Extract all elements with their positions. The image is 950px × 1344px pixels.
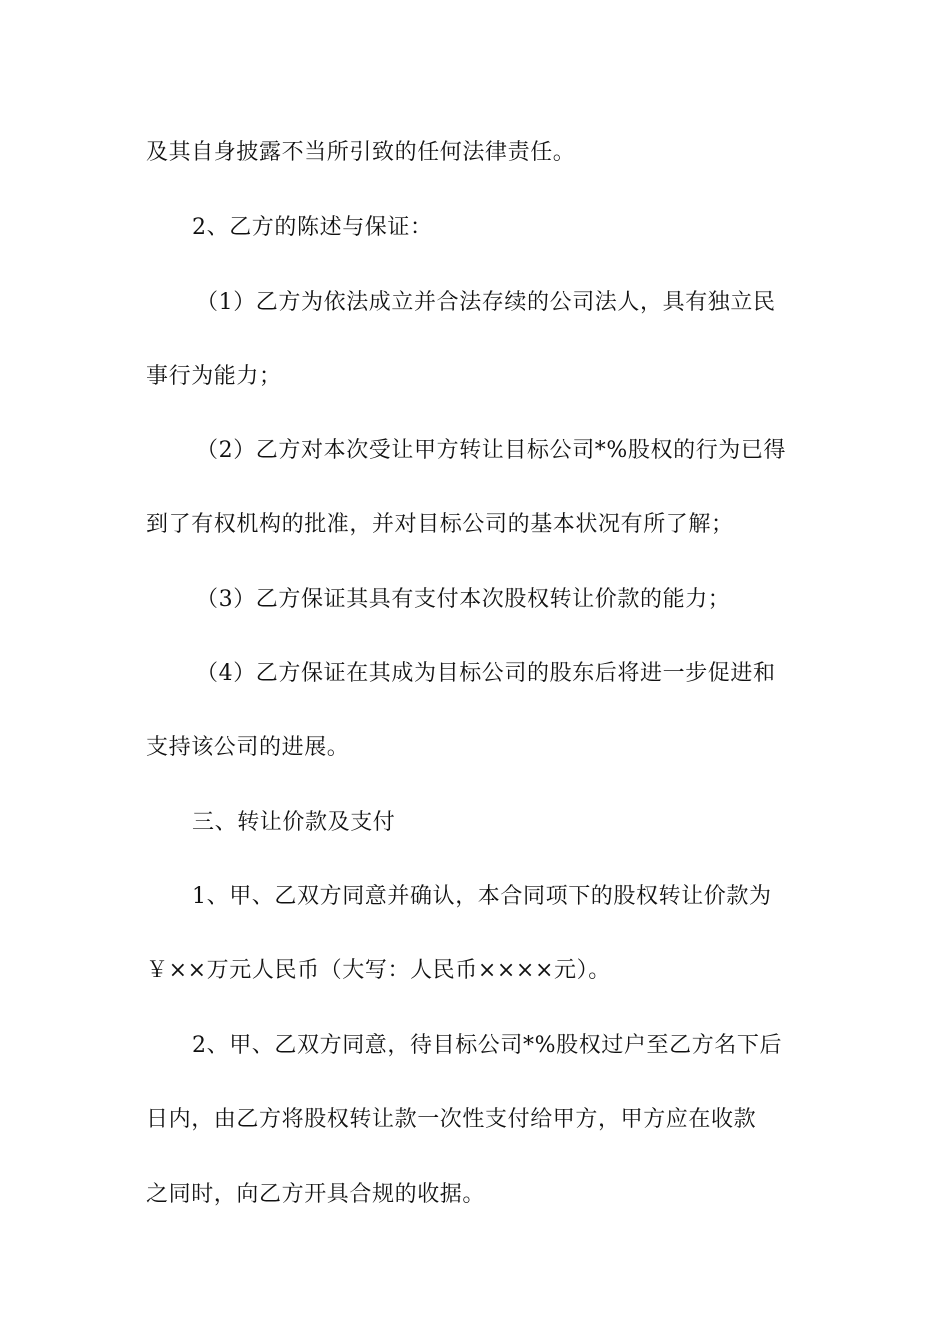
text-line-11: 1、甲、乙双方同意并确认，本合同项下的股权转让价款为 bbox=[192, 884, 772, 909]
text-line-3: （1）乙方为依法成立并合法存续的公司法人，具有独立民 bbox=[196, 290, 776, 315]
text-line-9: 支持该公司的进展。 bbox=[146, 735, 350, 760]
text-line-13: 2、甲、乙双方同意，待目标公司*%股权过户至乙方名下后 bbox=[192, 1033, 783, 1058]
text-line-1: 及其自身披露不当所引致的任何法律责任。 bbox=[146, 140, 576, 165]
text-line-10: 三、转让价款及支付 bbox=[192, 810, 396, 835]
text-line-2: 2、乙方的陈述与保证： bbox=[192, 215, 433, 240]
text-line-12: ￥××万元人民币（大写：人民币××××元）。 bbox=[146, 958, 611, 983]
text-line-6: 到了有权机构的批准，并对目标公司的基本状况有所了解； bbox=[146, 512, 734, 537]
text-line-14: 日内，由乙方将股权转让款一次性支付给甲方，甲方应在收款 bbox=[146, 1107, 757, 1132]
text-line-7: （3）乙方保证其具有支付本次股权转让价款的能力； bbox=[196, 587, 731, 612]
text-line-8: （4）乙方保证在其成为目标公司的股东后将进一步促进和 bbox=[196, 661, 776, 686]
text-line-4: 事行为能力； bbox=[146, 364, 282, 389]
text-line-5: （2）乙方对本次受让甲方转让目标公司*%股权的行为已得 bbox=[196, 438, 787, 463]
text-line-15: 之同时，向乙方开具合规的收据。 bbox=[146, 1182, 486, 1207]
